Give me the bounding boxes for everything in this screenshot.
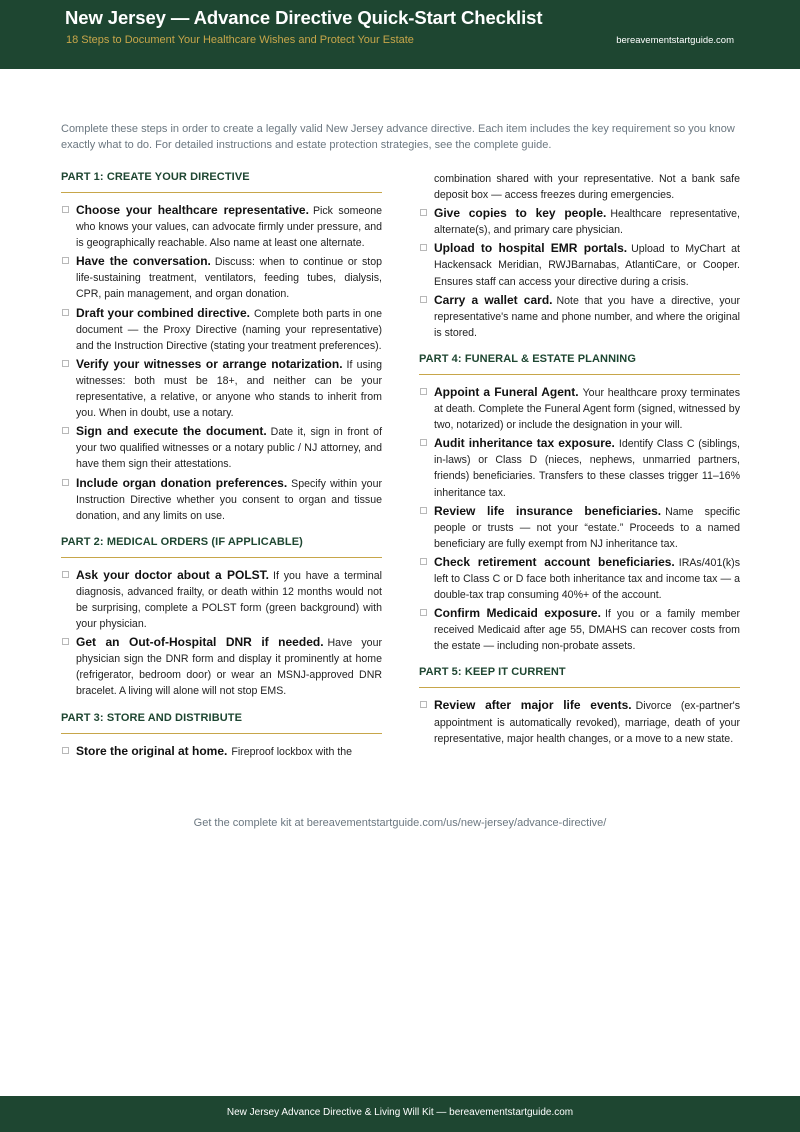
item-text: Specify within your Instruction Directive whether you consent to organ and tissue donation, and any limits on use. (76, 477, 382, 522)
guide-link[interactable]: Get the complete kit at bereavementstartguide.com/us/new-jersey/advance-directive/ (193, 817, 607, 829)
section-heading-part1: PART 1: CREATE YOUR DIRECTIVE (61, 171, 382, 193)
checkbox[interactable] (420, 558, 427, 565)
checklist-item (419, 503, 740, 552)
checkbox[interactable] (420, 507, 427, 514)
checklist-item (61, 356, 382, 421)
item-lead: Upload to hospital EMR portals. (434, 241, 628, 256)
checkbox[interactable] (62, 747, 69, 754)
item-lead: Check retirement account beneficiaries. (434, 554, 675, 569)
item-lead: Appoint a Funeral Agent. (434, 384, 579, 399)
item-text: If using witnesses: both must be 18+, and neither can be your representative, a relative, or anyone who stands to inherit from you. When in doubt, use a notary. (76, 358, 382, 420)
item-lead: Ask your doctor about a POLST. (76, 567, 269, 582)
checkbox[interactable] (420, 296, 427, 303)
section-heading-part4: PART 4: FUNERAL & ESTATE PLANNING (419, 353, 740, 375)
item-lead: Audit inheritance tax exposure. (434, 436, 615, 451)
checklist-item (419, 205, 740, 238)
checkbox[interactable] (420, 701, 427, 708)
item-lead: Draft your combined directive. (76, 305, 250, 320)
item-lead: Sign and execute the document. (76, 424, 267, 439)
checklist-item (61, 202, 382, 251)
checkbox[interactable] (62, 309, 69, 316)
page-subtitle: 18 Steps to Document Your Healthcare Wishes and Protect Your Estate (66, 34, 414, 46)
checklist-item (61, 634, 382, 699)
checkbox[interactable] (62, 257, 69, 264)
checkbox[interactable] (62, 638, 69, 645)
header-bar (0, 0, 800, 69)
checklist-item (419, 240, 740, 289)
checkbox[interactable] (420, 609, 427, 616)
item-lead: Review after major life events. (434, 698, 632, 713)
footer-bar (0, 1096, 800, 1132)
checkbox[interactable] (62, 360, 69, 367)
item-text: Date it, sign in front of your two qualified witnesses or a notary public / NJ attorney, and have them sign their attestations. (76, 426, 383, 471)
checklist-item (61, 423, 382, 472)
checklist-item (419, 605, 740, 654)
checkbox[interactable] (420, 244, 427, 251)
checklist-item (419, 697, 740, 746)
checklist-item (419, 384, 740, 433)
checklist-item (419, 292, 740, 341)
checkbox[interactable] (62, 479, 69, 486)
intro-paragraph: Complete these steps in order to create a legally valid New Jersey advance directive. Each item includes the key requirement so you know exactly what to do. For detailed instructions and estate protection strategies, see the complete guide. (61, 123, 735, 151)
header-site-link[interactable]: bereavementstartguide.com (616, 35, 734, 46)
item-lead: Include organ donation preferences. (76, 475, 288, 490)
item-text: Pick someone who knows your values, can advocate firmly under pressure, and is geographically reachable. Also name at least one alternate. (76, 205, 382, 250)
item-text: Your healthcare proxy terminates at death. Complete the Funeral Agent form (signed, witnessed by two, notarized) or include the designation in your will. (434, 386, 740, 432)
item-text: Name specific people or trusts — not your “estate.” Proceeds to a named beneficiary are fully exempt from NJ inheritance tax. (434, 505, 740, 550)
checkbox[interactable] (420, 209, 427, 216)
item-lead: Carry a wallet card. (434, 292, 553, 307)
left-column (61, 171, 382, 762)
checklist-item (419, 554, 740, 603)
checkbox[interactable] (420, 388, 427, 395)
item-lead: Verify your witnesses or arrange notarization. (76, 356, 343, 371)
section-heading-part2: PART 2: MEDICAL ORDERS (IF APPLICABLE) (61, 536, 382, 558)
item-text: Have your physician sign the DNR form and display it prominently at home (refrigerator, bedroom door) or wear an MSNJ-approved DNR bracelet. A living will alone will not stop EMS. (76, 637, 382, 698)
item-text: If you or a family member received Medicaid after age 55, DMAHS can recover costs from the estate — including non-probate assets. (434, 608, 741, 653)
footer-text: New Jersey Advance Directive & Living Will Kit — bereavementstartguide.com (226, 1107, 574, 1118)
item-text: Healthcare representative, alternate(s), and primary care physician. (434, 208, 740, 237)
item-text: If you have a terminal diagnosis, advanced frailty, or death within 12 months would not be surprising, complete a POLST form (green background) with your physician. (76, 569, 382, 631)
checkbox[interactable] (62, 427, 69, 434)
checklist-item-continued: combination shared with your representative. Not a bank safe deposit box — access freezes during emergencies. (434, 173, 740, 202)
item-lead: Store the original at home. (76, 743, 228, 758)
checkbox[interactable] (62, 571, 69, 578)
item-lead: Have the conversation. (76, 254, 211, 269)
checklist-item (61, 253, 382, 302)
checklist-item (61, 475, 382, 524)
item-text: Upload to MyChart at Hackensack Meridian, RWJBarnabas, AtlantiCare, or Cooper. Ensures staff can access your directive during a crisis. (434, 243, 740, 288)
section-heading-part3: PART 3: STORE AND DISTRIBUTE (61, 712, 382, 734)
item-lead: Give copies to key people. (434, 206, 607, 221)
item-text: Complete both parts in one document — the Proxy Directive (naming your representative) and the Instruction Directive (stating your treatment preferences). (76, 307, 382, 352)
item-text: Fireproof lockbox with the (231, 745, 353, 758)
item-lead: Get an Out-of-Hospital DNR if needed. (76, 635, 324, 650)
checklist-item (61, 567, 382, 632)
item-lead: Review life insurance beneficiaries. (434, 503, 662, 518)
item-text: Divorce (ex-partner's appointment is automatically revoked), marriage, death of your representative, major health changes, or a move to a new state. (434, 700, 740, 745)
item-lead: Confirm Medicaid exposure. (434, 606, 601, 621)
checklist-item (419, 435, 740, 500)
checklist-item (61, 305, 382, 354)
checkbox[interactable] (62, 206, 69, 213)
item-text: IRAs/401(k)s left to Class C or D face both inheritance tax and income tax — a double-tax trap consuming 40%+ of the account. (434, 556, 740, 602)
checklist-item (61, 743, 382, 760)
item-text: Discuss: when to continue or stop life-sustaining treatment, ventilators, feeding tubes, dialysis, CPR, pain management, and organ donation. (76, 256, 382, 301)
item-text: Identify Class C (siblings, in-laws) or Class D (nieces, nephews, unmarried partners, friends) beneficiaries. Transfers to these classes trigger 11–16% inheritance tax. (434, 438, 740, 499)
right-column (419, 171, 740, 749)
section-heading-part5: PART 5: KEEP IT CURRENT (419, 666, 740, 688)
item-text: Note that you have a directive, your representative's name and phone number, and where the original is stored. (434, 294, 740, 339)
page-title: New Jersey — Advance Directive Quick-Start Checklist (65, 7, 543, 28)
item-lead: Choose your healthcare representative. (76, 203, 309, 217)
checkbox[interactable] (420, 439, 427, 446)
